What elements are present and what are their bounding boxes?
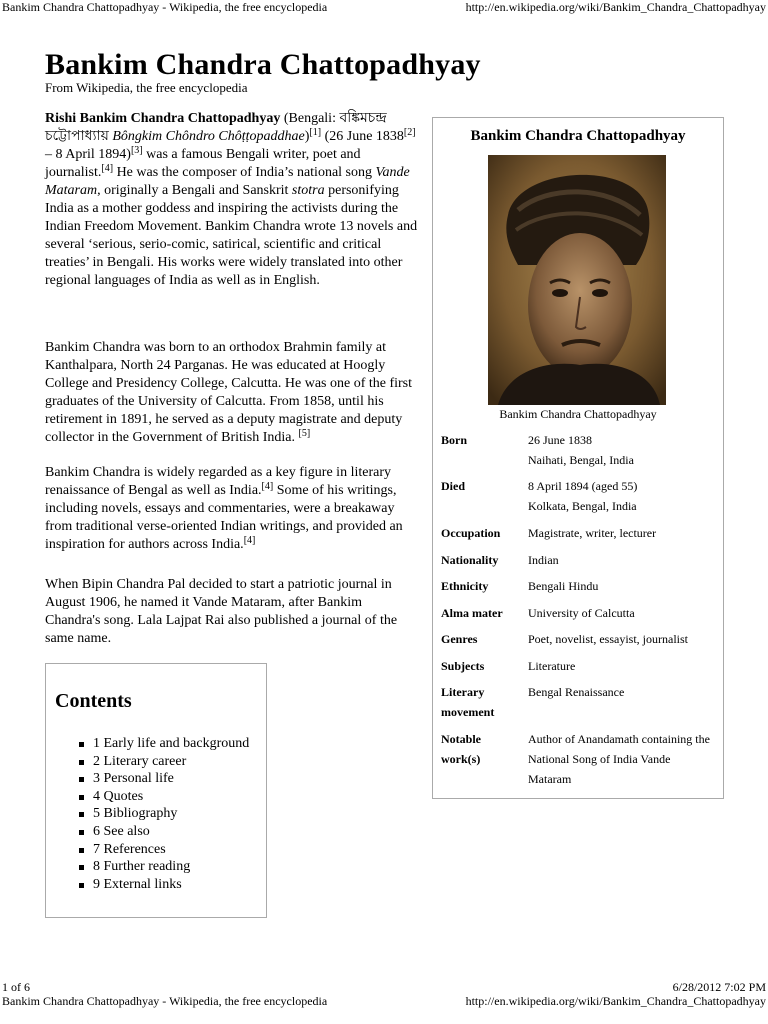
infobox-value[interactable]: Literature bbox=[528, 659, 576, 673]
infobox-value: 8 April 1894 (aged 55) Kolkata, Bengal, India bbox=[528, 479, 638, 513]
infobox-label: Occupation bbox=[441, 526, 501, 540]
portrait-image[interactable] bbox=[488, 155, 666, 405]
intro-paragraph: Rishi Bankim Chandra Chattopadhyay (Bengali: বঙ্কিমচন্দ্র চট্টোপাধ্যায় Bôngkim Chôndro Chôṭṭopaddhae)[1] (26 June 1838[2] – 8 April 1894)[3] was a famous Bengali writer, poet and journalist.[4] He was the composer of India’s national song Vande Mataram, originally a Bengali and Sanskrit stotra personifying India as a mother goddess and inspiring the activists during the Indian Freedom Movement. Bankim Chandra wrote 13 novels and several ‘serious, serio-comic, satirical, scientific and critical treaties’ in Bengali. His works were widely translated into other regional languages of India as well as in English. bbox=[45, 111, 418, 288]
toc-item[interactable]: 4 Quotes bbox=[77, 788, 249, 806]
toc-item[interactable]: 5 Bibliography bbox=[77, 805, 249, 823]
journal-paragraph: When Bipin Chandra Pal decided to start a patriotic journal in August 1906, he named it Vande Mataram, after Bankim Chandra's song. Lala Lajpat Rai also published a journal of the same name. bbox=[45, 577, 398, 646]
infobox-label: Ethnicity bbox=[441, 579, 489, 593]
ref-link[interactable]: [4] bbox=[261, 481, 274, 492]
infobox-label: Subjects bbox=[441, 659, 485, 673]
subject-name: Rishi Bankim Chandra Chattopadhyay bbox=[45, 111, 281, 126]
ref-link[interactable]: [4] bbox=[101, 163, 114, 174]
early-life-paragraph: Bankim Chandra was born to an orthodox Brahmin family at Kanthalpara, North 24 Parganas. He was educated at Hoogly College and Presidency College, Calcutta. He was one of the first graduates of the University of Calcutta. From 1858, until his retirement in 1891, he served as a deputy magistrate and deputy collector in the Government of British India. [5] bbox=[45, 340, 413, 445]
infobox-label: Literary movement bbox=[441, 685, 495, 719]
ref-link[interactable]: [2] bbox=[403, 127, 416, 138]
legacy-paragraph: Bankim Chandra is widely regarded as a key figure in literary renaissance of Bengal as well as India.[4] Some of his writings, including novels, essays and commentaries, were a breakaway from traditional verse-oriented Indian writings, and provided an inspiration for authors across India.[4] bbox=[45, 465, 403, 552]
article-subtitle: From Wikipedia, the free encyclopedia bbox=[45, 80, 248, 95]
toc-item[interactable]: 1 Early life and background bbox=[77, 735, 249, 753]
toc-item[interactable]: 7 References bbox=[77, 841, 249, 859]
infobox-label: Nationality bbox=[441, 553, 499, 567]
ref-link[interactable]: [5] bbox=[298, 428, 311, 439]
article-title: Bankim Chandra Chattopadhyay bbox=[45, 48, 481, 81]
infobox-value: 26 June 1838 Naihati, Bengal, India bbox=[528, 433, 634, 467]
ref-link[interactable]: [1] bbox=[309, 127, 322, 138]
url-footer: http://en.wikipedia.org/wiki/Bankim_Chandra_Chattopadhyay bbox=[465, 994, 766, 1008]
infobox-label: Died bbox=[441, 479, 465, 493]
url-header: http://en.wikipedia.org/wiki/Bankim_Chandra_Chattopadhyay bbox=[465, 0, 766, 14]
page-title-footer: Bankim Chandra Chattopadhyay - Wikipedia, the free encyclopedia bbox=[2, 994, 328, 1008]
infobox-label: Alma mater bbox=[441, 606, 503, 620]
toc-item[interactable]: 9 External links bbox=[77, 876, 249, 894]
infobox-label: Genres bbox=[441, 632, 478, 646]
ref-link[interactable]: [4] bbox=[243, 535, 256, 546]
infobox-label: Born bbox=[441, 433, 468, 447]
infobox bbox=[432, 117, 724, 799]
toc-item[interactable]: 6 See also bbox=[77, 823, 249, 841]
infobox-value: Poet, novelist, essayist, journalist bbox=[528, 632, 688, 646]
toc-item[interactable]: 2 Literary career bbox=[77, 753, 249, 771]
infobox-value[interactable]: Bengal Renaissance bbox=[528, 685, 625, 699]
infobox-value[interactable]: Indian bbox=[528, 553, 559, 567]
print-timestamp: 6/28/2012 7:02 PM bbox=[672, 980, 766, 994]
infobox-value[interactable]: Bengali Hindu bbox=[528, 579, 599, 593]
song-title: Vande Mataram bbox=[45, 165, 410, 198]
infobox-title: Bankim Chandra Chattopadhyay bbox=[470, 128, 686, 144]
infobox-value: Author of Anandamath containing the National Song of India Vande Mataram bbox=[528, 732, 710, 786]
table-of-contents bbox=[45, 663, 267, 918]
infobox-label: Notable work(s) bbox=[441, 732, 481, 766]
bengali-name: বঙ্কিমচন্দ্র চট্টোপাধ্যায় bbox=[45, 111, 387, 144]
toc-item[interactable]: 3 Personal life bbox=[77, 770, 249, 788]
page-count: 1 of 6 bbox=[2, 980, 30, 994]
infobox-value: Magistrate, writer, lecturer bbox=[528, 526, 657, 540]
ref-link[interactable]: [3] bbox=[130, 145, 143, 156]
page-title-header: Bankim Chandra Chattopadhyay - Wikipedia, the free encyclopedia bbox=[2, 0, 328, 14]
toc-item[interactable]: 8 Further reading bbox=[77, 858, 249, 876]
transliteration: Bôngkim Chôndro Chôṭṭopaddhae bbox=[112, 129, 305, 144]
toc-title: Contents bbox=[55, 690, 132, 712]
portrait-caption: Bankim Chandra Chattopadhyay bbox=[499, 407, 657, 421]
infobox-value[interactable]: University of Calcutta bbox=[528, 606, 635, 620]
toc-list bbox=[77, 735, 249, 893]
